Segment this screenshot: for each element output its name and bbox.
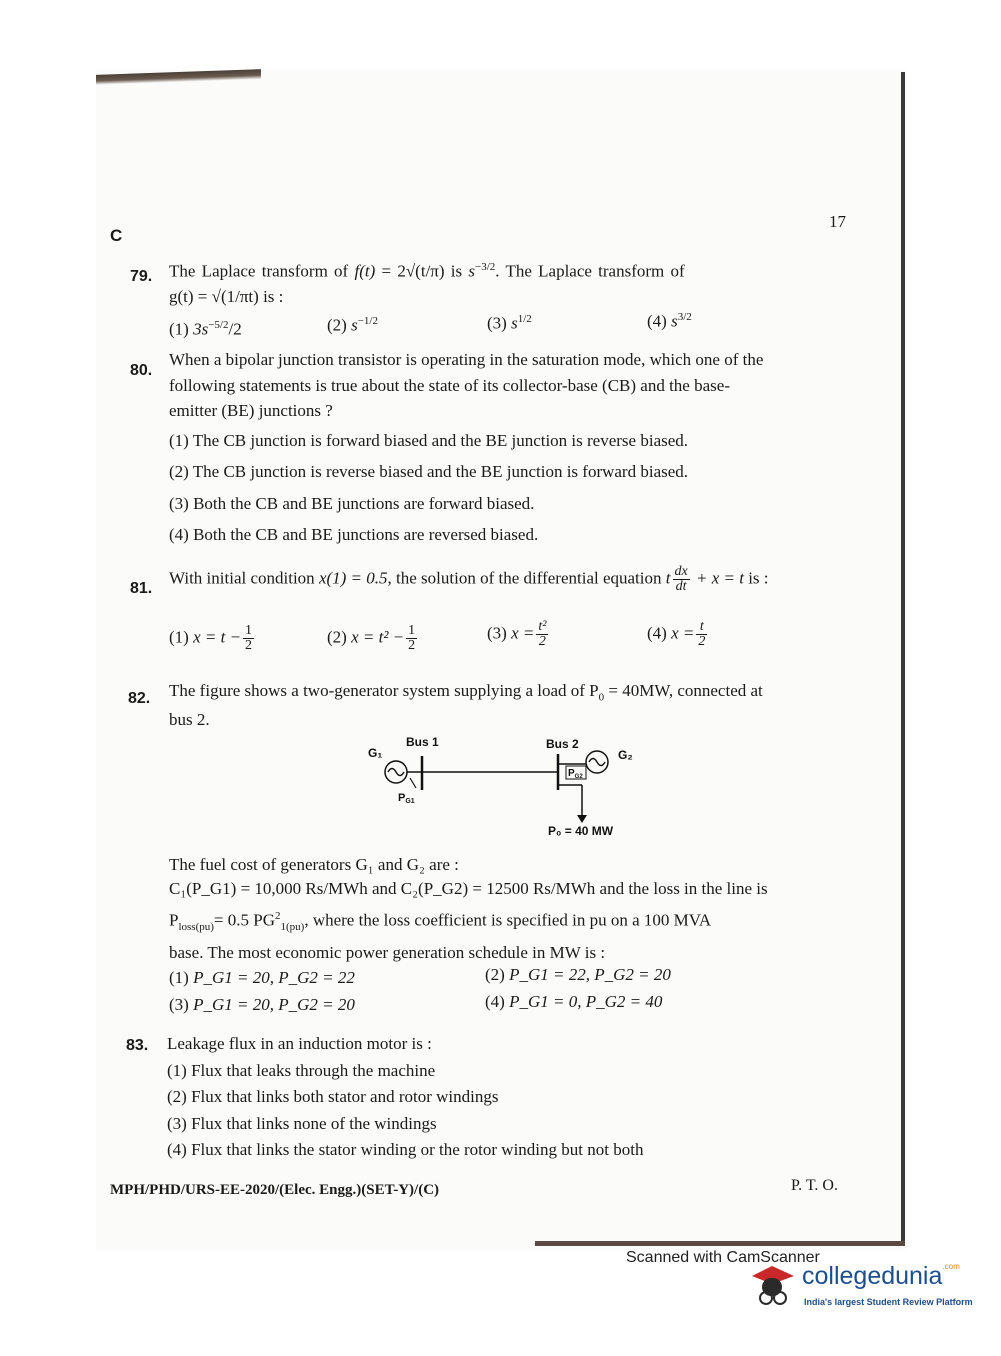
- option[interactable]: (1) Flux that leaks through the machine: [167, 1061, 436, 1080]
- set-code: C: [110, 226, 123, 245]
- scan-edge-bottom: [535, 1241, 905, 1246]
- question-text: The Laplace transform of f(t) = 2√(t/π) is $s^{-3/2}$. The Laplace transform of: [169, 261, 685, 281]
- scan-edge-right: [901, 72, 905, 1242]
- question-text: When a bipolar junction transistor is operating in the saturation mode, which one of the: [169, 350, 764, 369]
- question-text-cont: g(t) = √(1/πt) is :: [169, 287, 284, 306]
- option[interactable]: (1) P_G1 = 20, P_G2 = 22: [169, 968, 355, 987]
- question-text: The figure shows a two-generator system supplying a load of $P_0 = 40MW$, connected at: [169, 681, 763, 704]
- load-arrow-icon: [577, 815, 587, 823]
- option[interactable]: (3) P_G1 = 20, P_G2 = 20: [169, 995, 355, 1014]
- paper-code: MPH/PHD/URS-EE-2020/(Elec. Engg.)(SET-Y)/(C): [110, 1182, 440, 1198]
- question-number: 81.: [130, 580, 153, 597]
- option[interactable]: (2) The CB junction is reverse biased and the BE junction is forward biased.: [169, 462, 689, 481]
- question-text-cont: emitter (BE) junctions ?: [169, 401, 333, 420]
- option[interactable]: (1) x = t − $\frac{1}{2}$: [169, 623, 253, 653]
- g2-label: G₂: [618, 748, 633, 762]
- option[interactable]: (2) x = t² − $\frac{1}{2}$: [327, 623, 416, 653]
- page-number: 17: [829, 212, 846, 231]
- option[interactable]: (2) $s^{-1/2}$: [327, 315, 378, 335]
- option[interactable]: (1) $3s^{-5/2}/2$: [169, 319, 242, 339]
- load-label: P₀ = 40 MW: [548, 824, 614, 838]
- option[interactable]: (2) Flux that links both stator and rotor windings: [167, 1087, 499, 1106]
- option[interactable]: (3) Both the CB and BE junctions are forward biased.: [169, 494, 535, 513]
- question-text-cont: bus 2.: [169, 710, 210, 729]
- question-text-cont: C₁(P_G1) = 10,000 Rs/MWh and C₂(P_G2) = 12500 Rs/MWh and the loss in the line is: [169, 879, 768, 898]
- question-number: 83.: [126, 1037, 149, 1054]
- scanner-watermark: Scanned with CamScanner: [626, 1249, 820, 1266]
- question-text-cont: following statements is true about the state of its collector-base (CB) and the base-: [169, 376, 730, 395]
- option[interactable]: (3) $s^{1/2}$: [487, 313, 532, 333]
- option[interactable]: (4) P_G1 = 0, P_G2 = 40: [485, 992, 663, 1011]
- option[interactable]: (3) x = $\frac{\text{t²}}{2}$: [487, 619, 547, 649]
- option[interactable]: (2) P_G1 = 22, P_G2 = 20: [485, 965, 671, 984]
- collegedunia-tagline: India's largest Student Review Platform: [804, 1297, 973, 1307]
- option[interactable]: (4) Flux that links the stator winding or the rotor winding but not both: [167, 1140, 644, 1159]
- question-text-cont: The fuel cost of generators G₁ and G₂ are :: [169, 855, 459, 874]
- question-text-cont: $P_{loss(pu)}= 0.5$ $PG^2_{1(pu)}$, where the loss coefficient is specified in pu on a 100 MVA: [169, 910, 712, 934]
- collegedunia-logo: collegedunia.com: [802, 1262, 960, 1290]
- two-generator-diagram: [360, 730, 650, 845]
- option[interactable]: (4) x = $\frac{t}{2}$: [647, 619, 706, 649]
- question-text: With initial condition x(1) = 0.5, the solution of the differential equation t $\frac{dx}{dt}$ + x = t is :: [169, 564, 769, 594]
- student-mascot-icon: [744, 1262, 800, 1312]
- question-text: Leakage flux in an induction motor is :: [167, 1034, 432, 1053]
- bus1-label: Bus 1: [406, 735, 439, 749]
- question-number: 80.: [130, 362, 153, 379]
- pg2-label: $P_{G2}$: [568, 768, 583, 780]
- option[interactable]: (3) Flux that links none of the windings: [167, 1114, 437, 1133]
- option[interactable]: (4) Both the CB and BE junctions are reversed biased.: [169, 525, 539, 544]
- question-number: 82.: [128, 690, 151, 707]
- g1-label: G₁: [368, 746, 383, 760]
- pto-label: P. T. O.: [791, 1177, 838, 1194]
- option[interactable]: (4) $s^{3/2}$: [647, 311, 692, 331]
- question-number: 79.: [130, 268, 153, 285]
- pg1-label: PG1: [398, 792, 415, 805]
- bus2-label: Bus 2: [546, 737, 579, 751]
- option[interactable]: (1) The CB junction is forward biased and the BE junction is reverse biased.: [169, 431, 689, 450]
- question-text-cont: base. The most economic power generation schedule in MW is :: [169, 943, 606, 962]
